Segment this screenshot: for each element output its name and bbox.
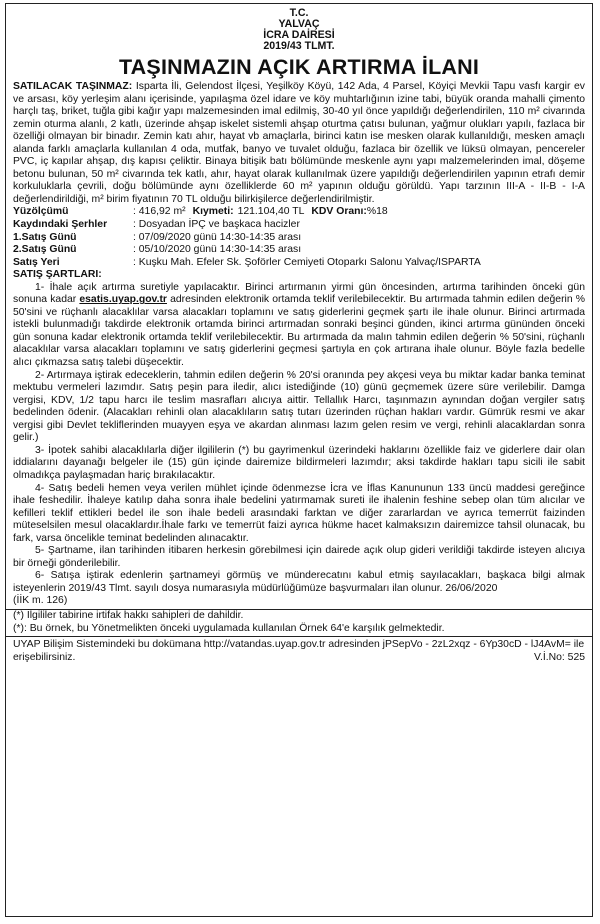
area-value: : 416,92 m² xyxy=(133,206,186,218)
property-label: SATILACAK TAŞINMAZ: xyxy=(13,81,133,92)
condition-6: 6- Satışa iştirak edenlerin şartnameyi görmüş ve münderecatını kabul etmiş sayılacakları, başkaca bilgi almak isteyenlerin 2019/43 Tlmt. sayılı dosya numarasıyla müdürlüğümüze başvurmaları ilan olunur. 26/06/2020 xyxy=(13,570,585,594)
property-description xyxy=(13,81,585,206)
sale1-label: 1.Satış Günü xyxy=(13,231,77,243)
conditions-heading: SATIŞ ŞARTLARI: xyxy=(13,269,102,281)
announcement-page xyxy=(5,3,593,917)
page-title: TAŞINMAZIN AÇIK ARTIRMA İLANI xyxy=(118,55,480,79)
sale2-row xyxy=(13,244,585,257)
sale2-value: : 05/10/2020 günü 14:30-14:35 arası xyxy=(133,244,302,256)
sale1-row xyxy=(13,232,585,245)
area-row xyxy=(13,206,585,219)
value-amount: 121.104,40 TL xyxy=(237,206,305,218)
area-label: Yüzölçümü xyxy=(13,206,69,218)
footer xyxy=(13,637,585,664)
records-row xyxy=(13,219,585,232)
header-tc: T.C. xyxy=(289,7,309,19)
sale-place-label: Satış Yeri xyxy=(13,256,60,268)
law-reference: (İİK m. 126) xyxy=(13,595,68,607)
property-text: Isparta İli, Gelendost İlçesi, Yeşilköy Köyü, 142 Ada, 4 Parsel, Köyiçi Mevkii Tapu vasfı kargir ev ve arsası, köy yerleşim alanı içerisinde, yapılaşma özel idare ve köy muhtarlığının izine tabi, büyük oranda mahalli çimento harçlı taş, briket, tuğla gibi kağır yapı malzemesinden imal edilmiş, 30-40 yıl önce yapıldığı değerlendirilen, 110 m² civarında zemin oturma alanlı, 2 katlı, üzerinde ahşap iskelet sistemli ahşap oturtma çatısı bulunan, yağmur olukları yapılı, fazlaca bir özelliği olmayan bir binadır. Zemin katı ahır, hayat vb amaçlarla, birinci katın ise mesken olarak kullanıldığı, mesken amaçlı alanda farklı amaçlarla kullanılan 4 oda, mutfak, banyo ve tuvalet olduğu, fazlaca bir özellik ve lüksü olmayan, pencereler PVC, iç kapılar ahşap, dış kapısı çeliktir. Binaya bitişik batı bölümünde meskenle aynı yapı malzemelerinden imal, döşeme betonu bulunan, 50 m² civarında tek katlı, ahır, hayat olarak kullanılmak üzere yapıldığı değerlendirilen yapının etrafı demir korkuluklarla çevrili, doğu bölümünde aynı özelliklerde 60 m² yapının olduğu görüldü. Yapı tarzının III-A - II-B - I-A değerlendirildiği, m² birim fiyatının 70 TL olduğu bilirkişilerce değerlendirilmiştir. xyxy=(13,81,586,205)
condition-1-text-b: adresinden elektronik ortamda teklif verilebilecektir. Bu artırmada tahmin edilen değerin % 50'sini ve rüçhanlı alacaklılar varsa alacakları toplamını ve satış giderlerini geçmek şartı ile ihale olunur. Birinci artırmada istekli bulunmadığı takdirde elektronik ortamda birinci artırmadan sonraki beşinci günden, ikinci artırma gününden önceki gün sonuna kadar elektronik ortamda teklif verilebilecektir. Bu artırmada da malın tahmin edilen değerin % 50'sini, rüçhanlı alacaklılar varsa alacakları toplamını ve satış giderlerini geçmesi şartıyla en çok artırana ihale olunur. Böyle fazla bedelle alıcı çıkmazsa satış talebi düşecektir. xyxy=(13,294,586,369)
footnote-2: (*): Bu örnek, bu Yönetmelikten önceki uygulamada kullanılan Örnek 64'e karşılık gelmektedir. xyxy=(13,622,445,634)
records-label: Kaydındaki Şerhler xyxy=(13,219,108,231)
condition-1-text-a: 1- İhale açık artırma suretiyle yapılacaktır. Birinci artırmanın yirmi gün öncesinden, artırma tarihinden önceki gün sonuna kadar xyxy=(13,281,585,306)
sale-place-value: : Kuşku Mah. Efeler Sk. Şoförler Cemiyeti Otoparkı Salonu Yalvaç/ISPARTA xyxy=(133,256,481,268)
sale-place-row xyxy=(13,257,585,270)
header-office: İCRA DAİRESİ xyxy=(263,29,335,41)
sale1-value: : 07/09/2020 günü 14:30-14:35 arası xyxy=(133,231,302,243)
header-file-no: 2019/43 TLMT. xyxy=(263,40,335,52)
vat-value: %18 xyxy=(366,206,388,218)
vat-label: KDV Oranı: xyxy=(311,206,367,218)
footer-vi-no: V.İ.No: 525 xyxy=(533,651,585,663)
footnote-1: (*) İlgililer tabirine irtifak hakkı sahipleri de dahildir. xyxy=(13,609,244,621)
condition-4: 4- Satış bedeli hemen veya verilen mühlet içinde ödenmezse İcra ve İflas Kanununun 133 üncü maddesi gereğince ihale feshedilir. İhaleye katılıp daha sonra ihale bedelini yatırmamak sureti ile ihalenin feshine sebep olan tüm alıcılar ve kefilleri teklif ettikleri bedel ile son ihale bedeli arasındaki farktan ve diğer zararlardan ve ayrıca temerrüt faizinden müteselsilen mesul olacaklardır.İhale farkı ve temerrüt faizi ayrıca hükme hacet kalmaksızın dairemizce tahsil olunacak, bu fark, varsa öncelikle teminat bedelinden alınacaktır. xyxy=(13,482,585,544)
condition-2: 2- Artırmaya iştirak edeceklerin, tahmin edilen değerin % 20'si oranında pey akçesi veya bu miktar kadar banka teminat mektubu vermeleri lazımdır. Satış peşin para iledir, alıcı istediğinde (10) günü geçmemek üzere süre verilebilir. Damga vergisi, KDV, 1/2 tapu harcı ile teslim masrafları alıcıya aittir. Tellallık Harcı, taşınmazın aynından doğan vergiler satış bedelinden ödenir. (Alacakları rehinli olan alacaklıların satış tutarı üzerinden rüçhan hakları vardır. Gümrük resmi ve akar vergisi gibi Devlet tekliflerinden muayyen eşya ve akardan alınması lazım gelen resim ve vergi, rehinli alacaklardan sonra gelir.) xyxy=(13,369,585,444)
header-city: YALVAÇ xyxy=(278,18,320,30)
condition-1 xyxy=(13,282,585,370)
records-value: : Dosyadan İPÇ ve başkaca hacizler xyxy=(133,219,300,231)
value-label: Kıymeti: xyxy=(192,206,234,218)
condition-3: 3- İpotek sahibi alacaklılarla diğer ilgililerin (*) bu gayrimenkul üzerindeki haklarını özellikle faiz ve giderlere dair olan iddialarını dayanağı belgeler ile (15) gün içinde dairemize bildirmeleri lazımdır; aksi takdirde hakları tapu sicili ile sabit olmadıkça paylaşmadan hariç bırakılacaktır. xyxy=(13,444,585,481)
sale2-label: 2.Satış Günü xyxy=(13,244,77,256)
esatis-link[interactable]: esatis.uyap.gov.tr xyxy=(79,294,167,306)
condition-5: 5- Şartname, ilan tarihinden itibaren herkesin görebilmesi için dairede açık olup gideri verildiği takdirde isteyen alıcıya bir örneği gönderilebilir. xyxy=(13,545,585,569)
footer-uyap-text: UYAP Bilişim Sistemindeki bu dokümana http://vatandas.uyap.gov.tr adresinden jPSepVo - 2zL2xqz - 6Yp30cD - lJ4AvM= ile erişebilirsiniz. xyxy=(13,639,585,663)
